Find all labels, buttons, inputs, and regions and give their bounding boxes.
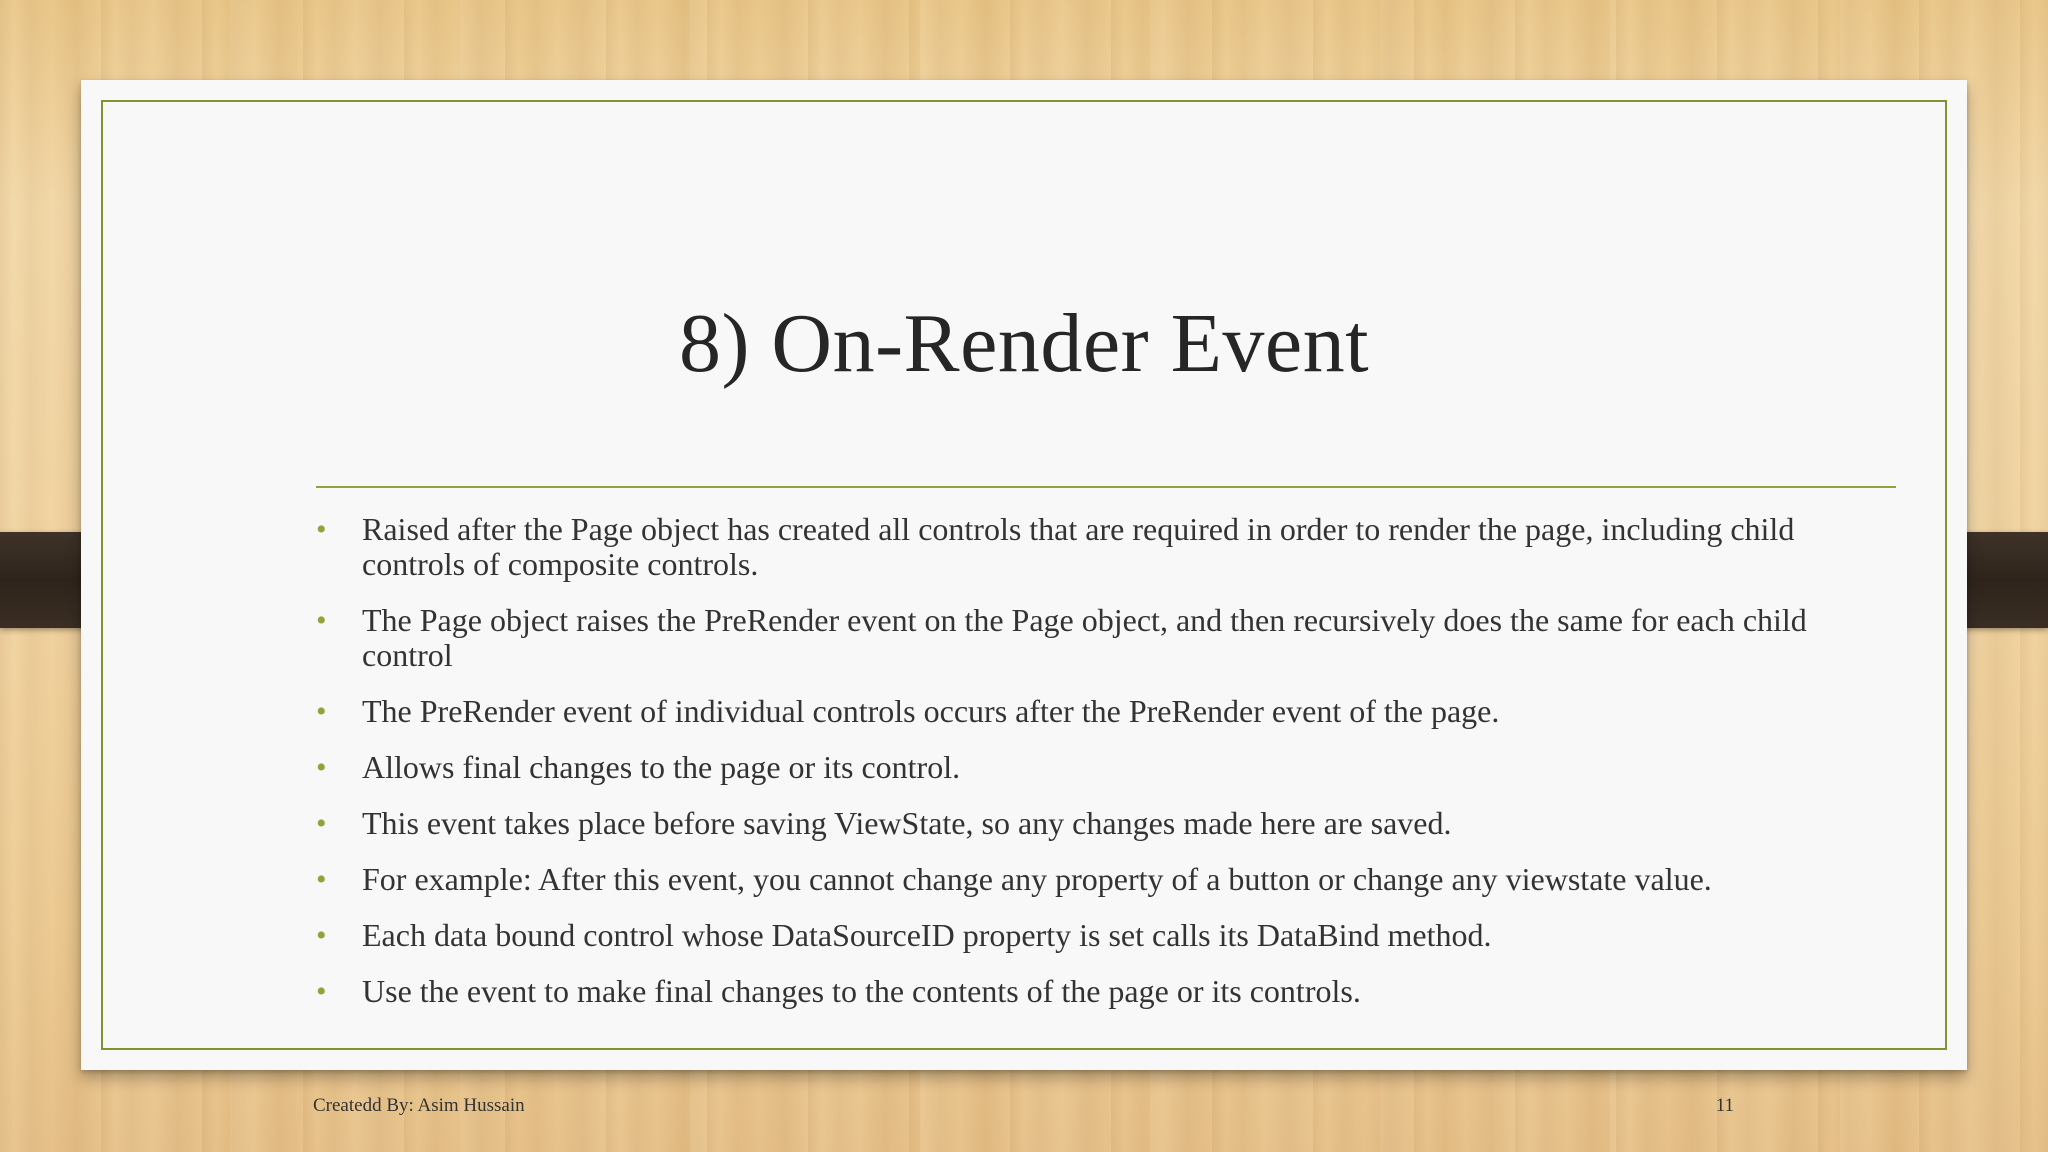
- bullet-item: [316, 862, 1896, 897]
- bullet-text: For example: After this event, you cannot change any property of a button or change any viewstate value.: [362, 861, 1712, 897]
- bullet-dot-icon: •: [316, 807, 327, 840]
- bullet-dot-icon: •: [316, 751, 327, 784]
- bullet-item: [316, 603, 1896, 673]
- bullet-text: This event takes place before saving ViewState, so any changes made here are saved.: [362, 805, 1452, 841]
- bullet-text: Raised after the Page object has created all controls that are required in order to render the page, including child controls of composite controls.: [362, 511, 1795, 582]
- bullet-text: Use the event to make final changes to the contents of the page or its controls.: [362, 973, 1361, 1009]
- bullet-text: Each data bound control whose DataSourceID property is set calls its DataBind method.: [362, 917, 1492, 953]
- bullet-item: [316, 974, 1896, 1009]
- slide-card: [81, 80, 1967, 1116]
- bullet-dot-icon: •: [316, 604, 327, 637]
- bullet-dot-icon: •: [316, 975, 327, 1008]
- bullet-item: [316, 512, 1896, 582]
- title-divider: [316, 486, 1896, 488]
- bullet-list: [316, 512, 1896, 1030]
- slide-number: 11: [1715, 1095, 1734, 1116]
- bullet-text: The Page object raises the PreRender event on the Page object, and then recursively does the same for each child control: [362, 602, 1807, 673]
- bullet-item: [316, 918, 1896, 953]
- bullet-dot-icon: •: [316, 919, 327, 952]
- bullet-text: Allows final changes to the page or its control.: [362, 749, 961, 785]
- bullet-dot-icon: •: [316, 695, 327, 728]
- footer-author: Createdd By: Asim Hussain: [313, 1095, 525, 1116]
- bullet-item: [316, 806, 1896, 841]
- bullet-item: [316, 694, 1896, 729]
- bullet-dot-icon: •: [316, 863, 327, 896]
- bullet-item: [316, 750, 1896, 785]
- bullet-text: The PreRender event of individual controls occurs after the PreRender event of the page.: [362, 693, 1500, 729]
- bullet-dot-icon: •: [316, 513, 327, 546]
- slide-title: 8) On-Render Event: [678, 297, 1370, 390]
